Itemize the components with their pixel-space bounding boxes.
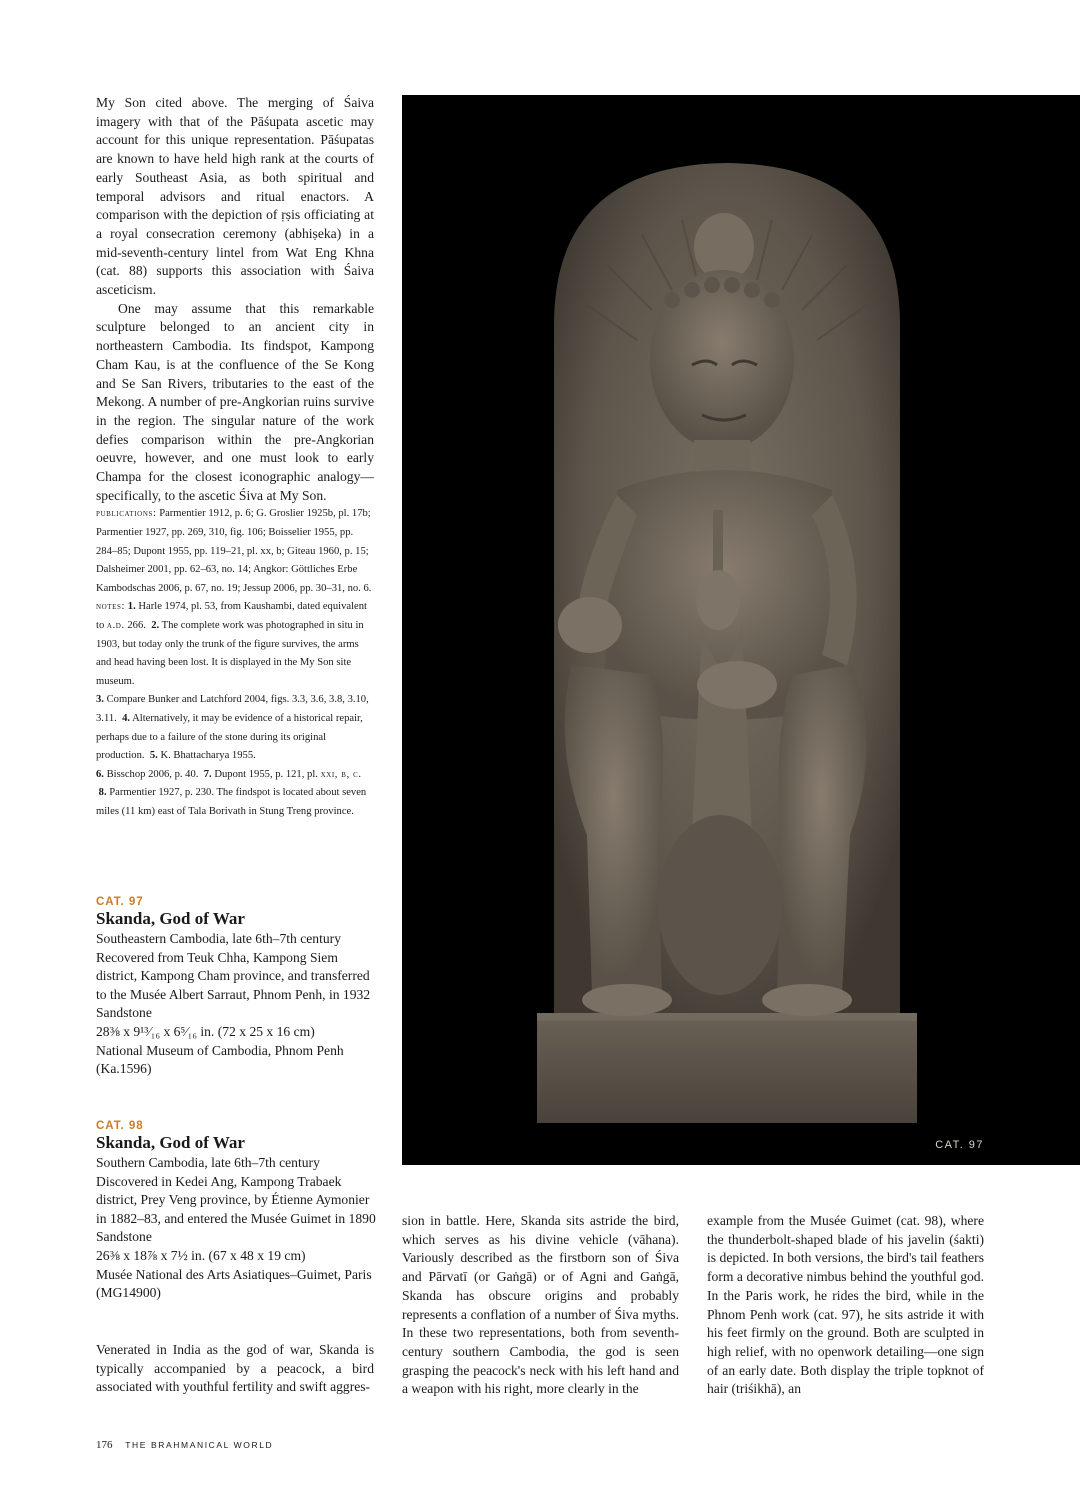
page-footer (96, 1439, 273, 1451)
skanda-intro-text: Venerated in India as the god of war, Skanda is typically accompanied by a peacock, a bird associated with youthful fertility and swift aggres- (96, 1342, 374, 1395)
sculpture-photo (402, 95, 1080, 1165)
cat97-details (96, 930, 376, 1079)
cat97-title: Skanda, God of War (96, 909, 245, 928)
publications-label: publications: (96, 508, 157, 520)
cat98-details (96, 1154, 376, 1303)
notes-text: 1. Harle 1974, pl. 53, from Kaushambi, dated equivalent to a.d. 266. 2. The complete work was photographed in situ in 1903, but today only the trunk of the figure survives, the arms and head having been lost. It is displayed in the My Son site museum. 3. Compare Bunker and Latchford 2004, figs. 3.3, 3.6, 3.8, 3.10, 3.11. 4. Alternatively, it may be evidence of a historical repair, perhaps due to a failure of the stone during its original production. 5. K. Bhattacharya 1955. 6. Bisschop 2006, p. 40. 7. Dupont 1955, p. 121, pl. xxi, b, c. 8. Parmentier 1927, p. 230. The findspot is located about seven miles (11 km) east of Tala Borivath in Stung Treng province. (96, 601, 369, 817)
publications (96, 505, 374, 598)
body-paragraph-1: My Son cited above. The merging of Śaiva imagery with that of the Pāśupata ascetic may account for this unique representation. Pāśupatas are known to have held high rank at the courts of early Southeast Asia, as both spiritual and temporal advisors and ritual enactors. A comparison with the depiction of ṛṣis officiating at a royal consecration ceremony (abhiṣeka) in a mid-seventh-century lintel from Wat Eng Khna (cat. 88) supports this association with Śaiva asceticism. (96, 95, 374, 298)
cat97-line: Sandstone (96, 1005, 152, 1021)
notes-label: notes: (96, 601, 126, 613)
middle-column (402, 1212, 679, 1399)
cat97-label: CAT. 97 (96, 896, 144, 908)
middle-column-text: sion in battle. Here, Skanda sits astride the bird, which serves as his divine vehicle (vāhana). Variously described as the firstborn son of Śiva and Pārvatī (or Gaṅgā) or of Agni and Gaṅgā, Skanda has obscure origins and probably represents a conflation of a number of Śiva myths. In these two representations, both from seventh-century southern Cambodia, the god is seen grasping the peacock's neck with his left hand and a weapon with his right, more clearly in the (402, 1213, 679, 1397)
cat97-line: 28⅜ x 9¹³⁄₁₆ x 6⁵⁄₁₆ in. (72 x 25 x 16 cm) (96, 1023, 315, 1039)
cat97-line: Recovered from Teuk Chha, Kampong Siem district, Kampong Cham province, and transferred to the Musée Albert Sarraut, Phnom Penh, in 1932 (96, 949, 371, 1002)
right-column-text: example from the Musée Guimet (cat. 98), where the thunderbolt-shaped blade of his javelin (śakti) is depicted. In both versions, the bird's tail feathers form a decorative nimbus behind the youthful god. In the Paris work, he rides the bird, while in the Phnom Penh work (cat. 97), he sits astride it with his feet firmly on the ground. Both are sculpted in high relief, with no openwork detailing—one sign of an early date. Both display the triple topknot of hair (triśikhā), an (707, 1213, 984, 1397)
cat98-line: Southern Cambodia, late 6th–7th century (96, 1155, 320, 1170)
body-paragraph-2: One may assume that this remarkable sculpture belonged to an ancient city in northeastern Cambodia. Its findspot, Kampong Cham Kau, is at the confluence of the Se Kong and Se San Rivers, tributaries to the east of the Mekong. A number of pre-Angkorian ruins survive in the region. The singular nature of the work defies comparison within the pre-Angkorian oeuvre, however, and one must look to early Champa for the closest iconographic analogy—specifically, to the ascetic Śiva at My Son. (96, 300, 374, 503)
cat98-line: Musée National des Arts Asiatiques–Guimet, Paris (MG14900) (96, 1266, 372, 1301)
skanda-sculpture-image (402, 95, 1080, 1165)
cat98-line: Discovered in Kedei Ang, Kampong Trabaek district, Prey Veng province, by Étienne Aymonier in 1882–83, and entered the Musée Guimet in 1890 (96, 1173, 376, 1226)
photo-caption: CAT. 97 (935, 1139, 984, 1151)
page-number: 176 (96, 1439, 113, 1451)
cat98-line: 26⅜ x 18⅞ x 7½ in. (67 x 48 x 19 cm) (96, 1247, 306, 1263)
cat98-entry (96, 1120, 376, 1303)
cat97-line: Southeastern Cambodia, late 6th–7th century (96, 931, 342, 946)
cat97-line: National Museum of Cambodia, Phnom Penh (Ka.1596) (96, 1042, 344, 1077)
cat98-label: CAT. 98 (96, 1120, 144, 1132)
skanda-intro-column (96, 1341, 374, 1397)
notes (96, 598, 374, 821)
cat98-title: Skanda, God of War (96, 1133, 245, 1152)
cat97-entry (96, 896, 376, 1079)
cat98-line: Sandstone (96, 1229, 152, 1245)
publications-text: Parmentier 1912, p. 6; G. Groslier 1925b, pl. 17b; Parmentier 1927, pp. 269, 310, fig. 106; Boisselier 1955, pp. 284–85; Dupont 1955, pp. 119–21, pl. xx, b; Giteau 1960, p. 15; Dalsheimer 2001, pp. 62–63, no. 14; Angkor: Göttliches Erbe Kambodschas 2006, p. 67, no. 19; Jessup 2006, pp. 30–31, no. 6. (96, 508, 372, 594)
right-column (707, 1212, 984, 1399)
running-head: THE BRAHMANICAL WORLD (125, 1440, 274, 1450)
left-column (96, 94, 374, 822)
